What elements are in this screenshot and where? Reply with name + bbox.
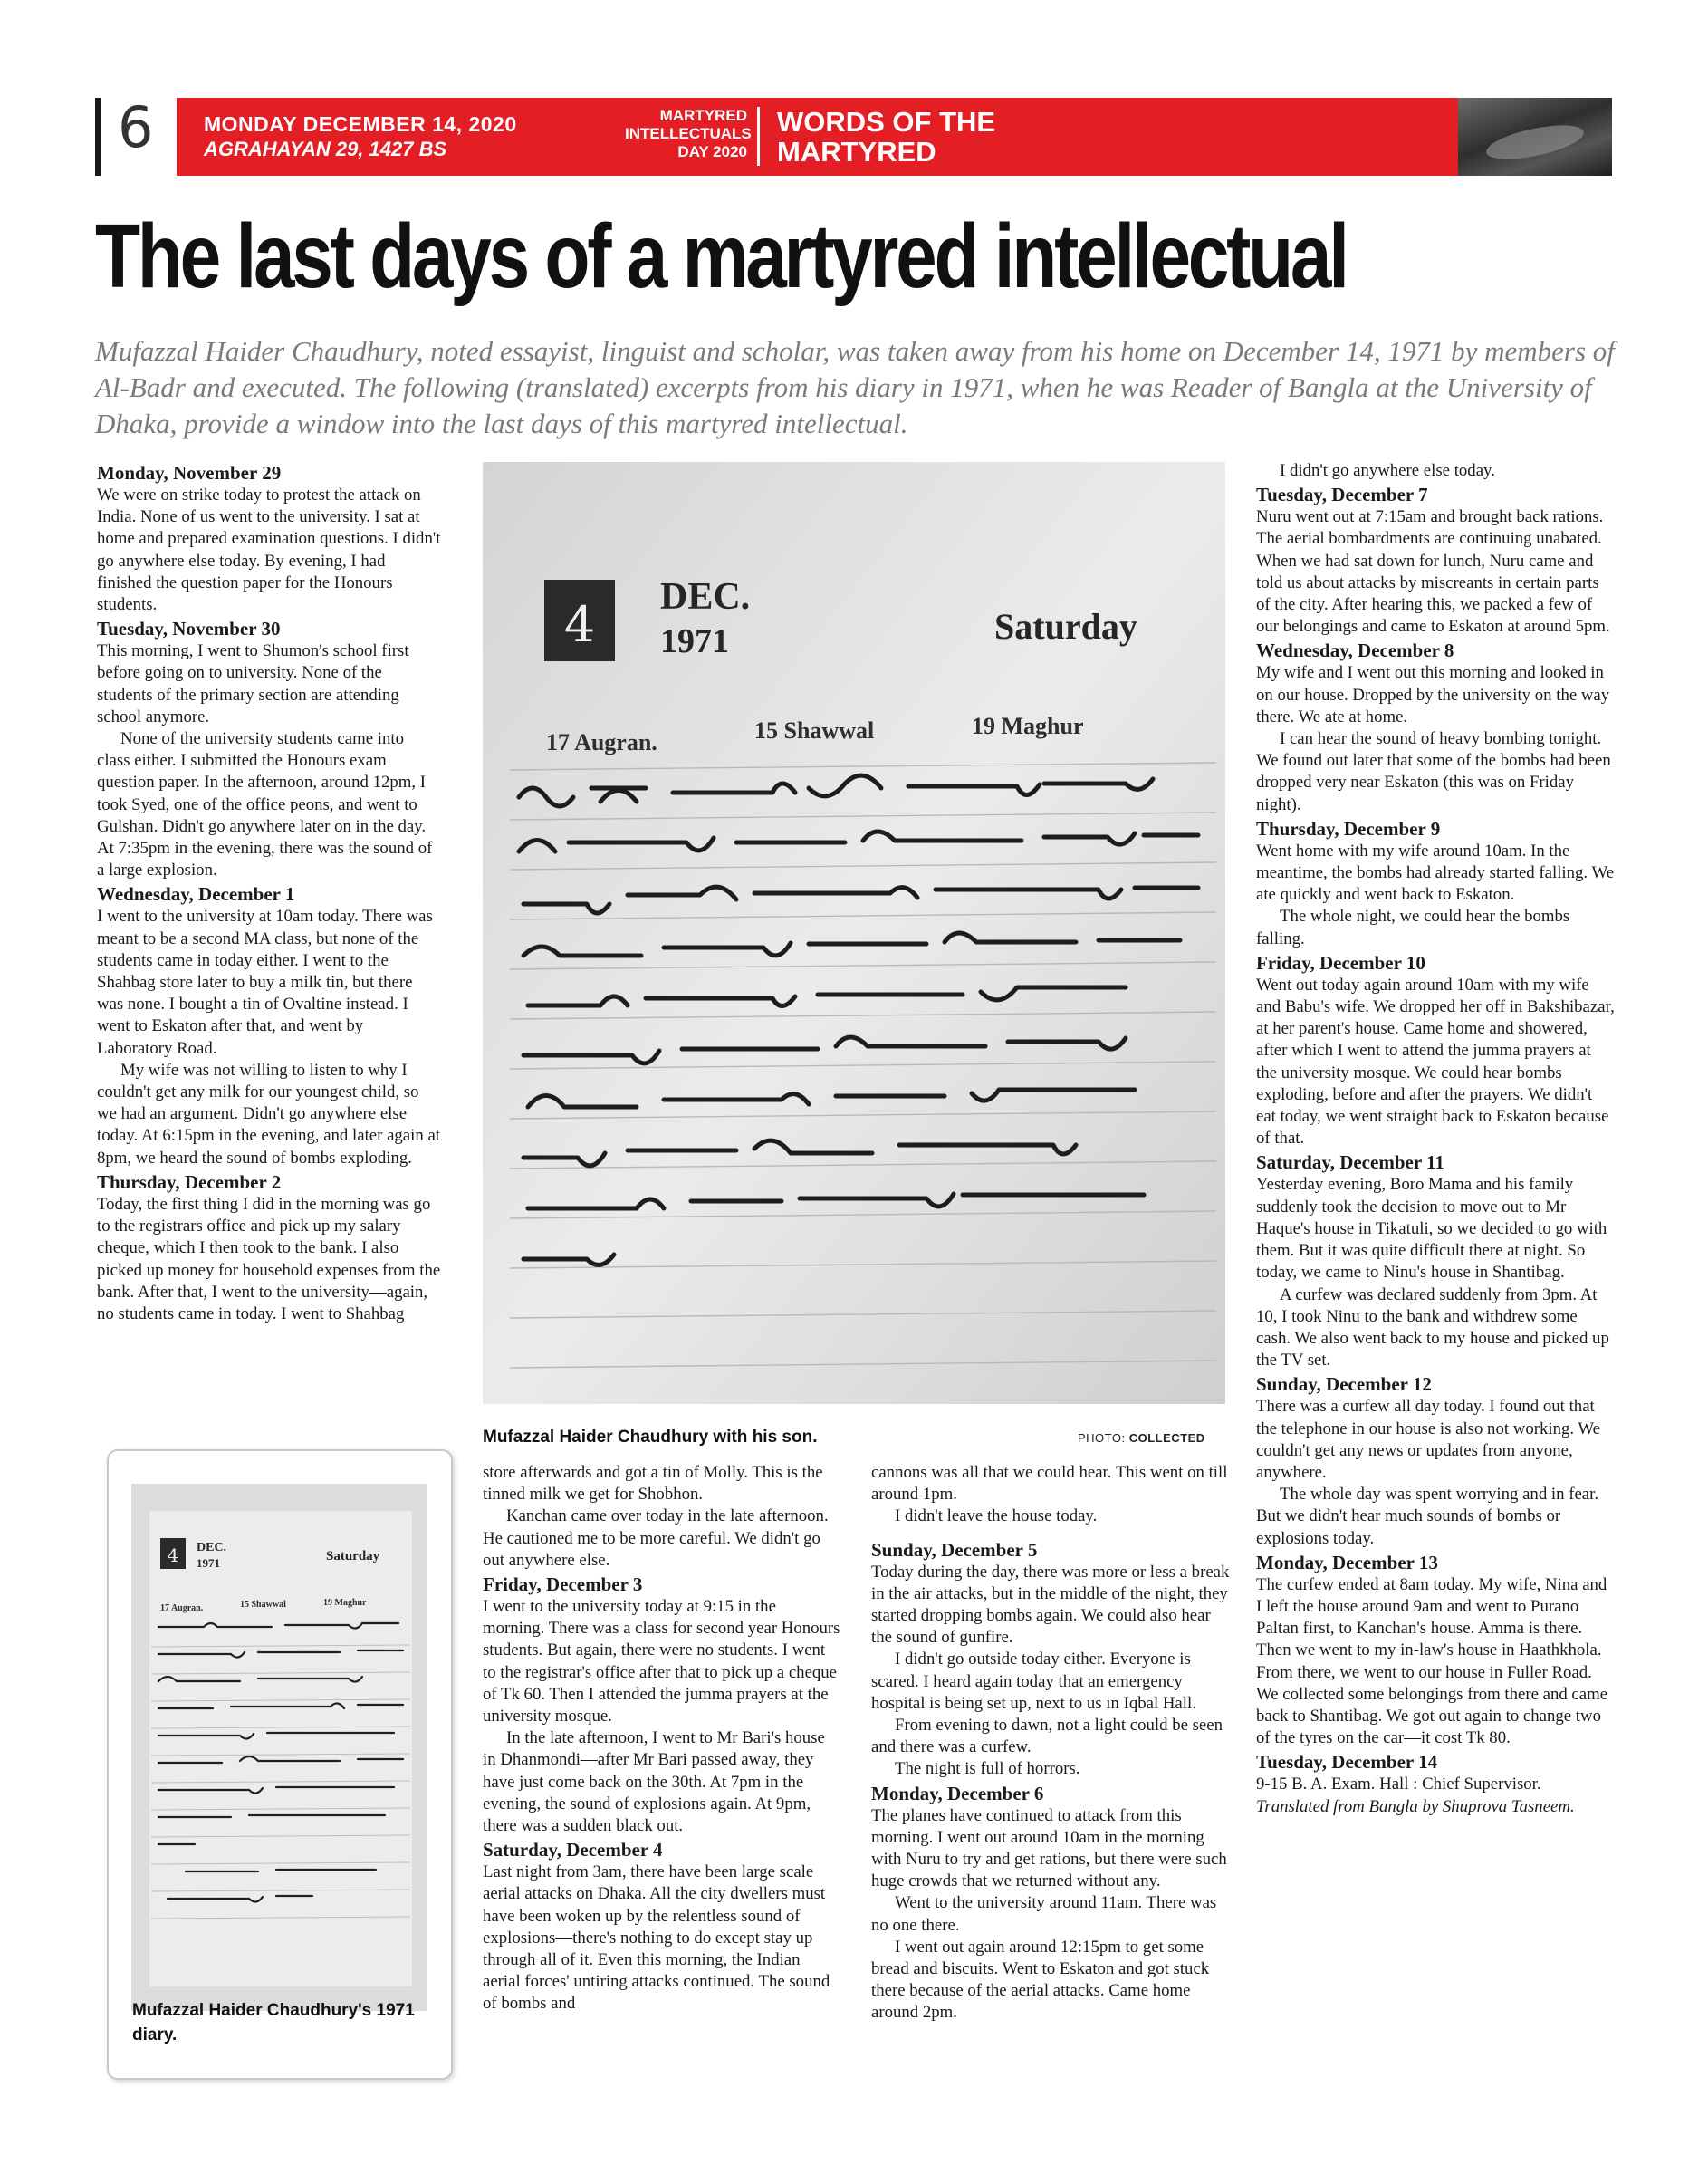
special-day-tag: MARTYRED INTELLECTUALS DAY 2020 xyxy=(625,107,752,160)
entry-heading: Monday, December 6 xyxy=(871,1782,1044,1804)
entry-text: The planes have continued to attack from this morning. I went out around 10am in the morning with Nuru to try and get rations, but there were such huge crowds that we returned without any. xyxy=(871,1805,1227,1891)
entry-heading: Saturday, December 4 xyxy=(483,1839,663,1861)
diary-date-augran: 17 Augran. xyxy=(546,729,657,755)
translator-credit: Translated from Bangla by Shuprova Tasneem. xyxy=(1256,1796,1575,1816)
entry-text: I didn't go anywhere else today. xyxy=(1280,461,1495,480)
diary-year: 1971 xyxy=(660,622,729,660)
header-rule xyxy=(95,98,101,176)
inset-month: DEC. xyxy=(197,1541,227,1554)
inset-diary-photo xyxy=(131,1484,427,2011)
entry-text: The whole night, we could hear the bombs falling. xyxy=(1256,907,1570,948)
diary-date-shawwal: 15 Shawwal xyxy=(754,717,875,744)
entry-text: 9-15 B. A. Exam. Hall : Chief Supervisor. xyxy=(1256,1775,1541,1794)
intro-text: Mufazzal Haider Chaudhury, noted essayist, linguist and scholar, was taken away from his home on December 14, 1971 by members of Al-Badr and executed. The following (translated) excerpts from his diary in 1971, when he was Reader of Bangla at the University of Dhaka, provide a window into the last days of this martyred intellectual. xyxy=(95,335,1615,439)
article-column-3 xyxy=(871,1462,1230,2025)
entry-text: Today, the first thing I did in the morning was go to the registrars office and pick up my salary cheque, which I then took to the bank. I also picked up money for household expenses from the bank. After that, I went to the university—again, no students came in today. I went to Shahbag xyxy=(97,1194,441,1323)
entry-heading: Tuesday, November 30 xyxy=(97,618,281,640)
inset-date-maghur: 19 Maghur xyxy=(323,1598,367,1608)
inset-date-augran: 17 Augran. xyxy=(160,1603,204,1613)
entry-text: Last night from 3am, there have been large scale aerial attacks on Dhaka. All the city dwellers must have been woken up by the relentless sound of explosions—there's nothing to do except stay up through all of it. Even this morning, the Indian aerial forces' untiring attacks continued. The sound of bombs and xyxy=(483,1862,830,2014)
entry-heading: Wednesday, December 8 xyxy=(1256,640,1454,662)
entry-text: Today during the day, there was more or less a break in the air attacks, but in the middle of the night, they started dropping bombs again. We could also hear the sound of gunfire. xyxy=(871,1562,1230,1648)
section-title: WORDS OF THE MARTYRED xyxy=(777,106,996,168)
diary-page-photo xyxy=(483,462,1225,1404)
entry-heading: Sunday, December 12 xyxy=(1256,1373,1432,1396)
entry-text: Nuru went out at 7:15am and brought back rations. The aerial bombardments are continuing unabated. When we had sat down for lunch, Nuru came and told us about attacks by miscreants in certain parts of the city. After hearing this, we packed a few of our belongings and came to Eskaton at around 5pm. xyxy=(1256,507,1610,637)
entry-heading: Tuesday, December 14 xyxy=(1256,1751,1438,1774)
header-divider xyxy=(757,107,760,166)
inset-date-shawwal: 15 Shawwal xyxy=(240,1600,286,1610)
diary-day-number: 4 xyxy=(563,596,596,653)
article-column-1 xyxy=(97,460,441,1325)
header-photo xyxy=(1458,98,1612,176)
entry-text: I didn't go outside today either. Everyone is scared. I heard again today that an emergency hospital is being set up, next to us in Iqbal Hall. xyxy=(871,1650,1196,1713)
entry-text: The whole day was spent worrying and in fear. But we didn't hear much sounds of bombs or explosions today. xyxy=(1256,1485,1599,1548)
entry-heading: Thursday, December 2 xyxy=(97,1170,282,1193)
entry-text: The night is full of horrors. xyxy=(895,1759,1080,1779)
entry-text: A curfew was declared suddenly from 3pm. At 10, I took Ninu to the bank and withdrew some cash. We also went back to my house and picked up the TV set. xyxy=(1256,1284,1609,1371)
entry-text: There was a curfew all day today. I found out that the telephone in our house is also not working. We couldn't get any news or updates from anyone, anywhere. xyxy=(1256,1397,1600,1482)
inset-weekday: Saturday xyxy=(326,1549,380,1563)
entry-text: Yesterday evening, Boro Mama and his family suddenly took the decision to move out to Mr Haque's house in Tikatuli, so we decided to go with them. But it was quite difficult there at night. So today, we came to Ninu's house in Shantibag. xyxy=(1256,1175,1607,1283)
entry-text: The curfew ended at 8am today. My wife, Nina and I left the house around 9am and went to Purano Paltan first, to Kanchan's house. Amma is there. Then we went to my in-law's house in Haathkhola. From there, we went to our house in Fuller Road. We collected some belongings from there and came back to Shantibag. We got out again to change two of the tyres on the car—it cost Tk 80. xyxy=(1256,1574,1608,1748)
entry-text: We were on strike today to protest the attack on India. None of us went to the university. I sat at home and prepared examination questions. I didn't go anywhere else today. By evening, I had finished the question paper for the Honours students. xyxy=(97,486,441,615)
inset-year: 1971 xyxy=(197,1556,220,1570)
entry-text: I went to the university today at 9:15 in the morning. There was a class for second year Honours students. But again, there were no students. I went to the registrar's office after that to pick up a cheque of Tk 60. Then I attended the jumma prayers at the university mosque. xyxy=(483,1597,840,1727)
entry-heading: Wednesday, December 1 xyxy=(97,883,295,906)
entry-text: Kanchan came over today in the late afternoon. He cautioned me to be more careful. We didn't go out anywhere else. xyxy=(483,1506,829,1570)
entry-heading: Monday, December 13 xyxy=(1256,1551,1438,1573)
entry-text: My wife was not willing to listen to why I couldn't get any milk for our youngest child, so we had an argument. Didn't go anywhere else today. At 6:15pm in the evening, and later again at 8pm, we heard the sound of bombs exploding. xyxy=(97,1060,440,1168)
headline: The last days of a martyred intellectual xyxy=(95,206,1347,307)
entry-text: In the late afternoon, I went to Mr Bari's house in Dhanmondi—after Mr Bari passed away, they have just come back on the 30th. At 7pm in the evening, the sound of explosions again. At 9pm, there was a sudden black out. xyxy=(483,1728,825,1836)
article-column-2 xyxy=(483,1462,841,2015)
diary-weekday: Saturday xyxy=(994,606,1137,647)
diary-month: DEC. xyxy=(660,576,751,618)
issue-date: MONDAY DECEMBER 14, 2020 xyxy=(204,112,517,136)
entry-heading: Sunday, December 5 xyxy=(871,1538,1038,1561)
inset-day-number: 4 xyxy=(167,1544,179,1566)
issue-bangla-date: AGRAHAYAN 29, 1427 BS xyxy=(204,138,447,160)
diary-inset-box xyxy=(107,1449,453,2080)
entry-heading: Friday, December 3 xyxy=(483,1573,643,1596)
entry-heading: Saturday, December 11 xyxy=(1256,1151,1444,1174)
entry-text: store afterwards and got a tin of Molly. This is the tinned milk we get for Shobhon. xyxy=(483,1463,823,1505)
entry-heading: Thursday, December 9 xyxy=(1256,817,1441,840)
entry-text: I went to the university at 10am today. There was meant to be a second MA class, but none of the students came in today either. I went to the Shahbag store later to buy a milk tin, but there was none. I bought a tin of Ovaltine instead. I went to Eskaton after that, and went by Laboratory Road. xyxy=(97,907,433,1058)
page-number: 6 xyxy=(118,94,154,160)
article-column-4 xyxy=(1256,460,1615,1818)
entry-text: From evening to dawn, not a light could be seen and there was a curfew. xyxy=(871,1716,1223,1757)
diary-date-maghur: 19 Maghur xyxy=(972,713,1084,739)
entry-text: None of the university students came into class either. I submitted the Honours exam question paper. In the afternoon, around 12pm, I took Syed, one of the office peons, and went to Gulshan. Didn't go anywhere later on in the day. At 7:35pm in the evening, there was the sound of a large explosion. xyxy=(97,729,433,880)
entry-text: I can hear the sound of heavy bombing tonight. We found out later that some of the bombs had been dropped very near Eskaton (this was on Friday night). xyxy=(1256,729,1611,814)
entry-text: Went home with my wife around 10am. In the meantime, the bombs had already started falling. We ate quickly and went back to Eskaton. xyxy=(1256,841,1615,905)
entry-text: Went to the university around 11am. There was no one there. xyxy=(871,1893,1217,1935)
entry-text: This morning, I went to Shumon's school first before going on to university. None of the students of the primary section are attending school anymore. xyxy=(97,641,409,726)
inset-caption: Mufazzal Haider Chaudhury's 1971 diary. xyxy=(132,2001,415,2044)
entry-heading: Friday, December 10 xyxy=(1256,951,1425,974)
entry-heading: Tuesday, December 7 xyxy=(1256,484,1428,506)
entry-text: Went out today again around 10am with my wife and Babu's wife. We dropped her off in Bakshibazar, at her parent's house. Came home and showered, after which I went to attend the jumma prayers at the university mosque. We could hear bombs exploding, before and after the prayers. We didn't eat today, we went straight back to Eskaton because of that. xyxy=(1256,975,1615,1149)
entry-text: cannons was all that we could hear. This went on till around 1pm. xyxy=(871,1463,1228,1505)
entry-heading: Monday, November 29 xyxy=(97,462,282,484)
entry-text: I didn't leave the house today. xyxy=(895,1506,1098,1526)
entry-text: My wife and I went out this morning and looked in on our house. Dropped by the university on the way there. We ate at home. xyxy=(1256,663,1610,726)
photo-caption: Mufazzal Haider Chaudhury with his son. xyxy=(483,1428,818,1447)
entry-text: I went out again around 12:15pm to get some bread and biscuits. Went to Eskaton and got stuck there because of the aerial attacks. Came home around 2pm. xyxy=(871,1937,1210,2023)
photo-credit: PHOTO: COLLECTED xyxy=(1078,1431,1205,1445)
